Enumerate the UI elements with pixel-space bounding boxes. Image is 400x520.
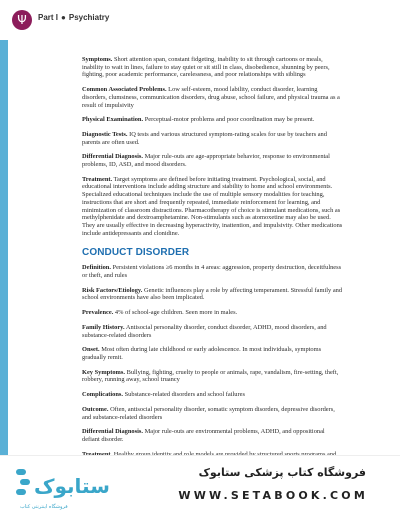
adhd-common-problems: Common Associated Problems. Low self-esteem, mood lability, conduct disorder, learning disorders, clumsiness, communication disorders, drug abuse, school failure, and physical trauma as a result of impulsivity <box>82 86 340 109</box>
adhd-treatment: Treatment. Target symptoms are defined before initiating treatment. Psychological, social, and educational interventions include adding structure and stability to home and school environments. Specialized educational techniques include the use of multiple sensory modalities for teaching, instructions that are short and frequently repeated, immediate reinforcement for learning, and minimization of classroom distractions. Pharmacotherapy of choice is stimulant medications, such as methylphenidate and dextroamphetamine. Non-stimulants such as atomoxetine may also be used. They are usually effective in decreasing hyperactivity, inattention, and impulsivity. Other medications include antidepressants and clonidine. <box>82 175 343 237</box>
store-url[interactable]: WWW.SETABOOK.COM <box>178 489 368 502</box>
watermark-footer <box>0 455 400 520</box>
conduct-disorder-heading: CONDUCT DISORDER <box>82 247 190 259</box>
logo-subtitle: فروشگاه اینترنتی کتاب <box>20 504 68 510</box>
psi-icon: Ψ <box>12 10 32 30</box>
cd-differential: Differential Diagnosis. Major rule-outs are environmental problems, ADHD, and oppositional defiant disorder. <box>82 428 325 443</box>
page-body <box>82 56 344 481</box>
store-title: فروشگاه کتاب پزشکی ستابوک <box>198 466 366 479</box>
cd-family-history: Family History. Antisocial personality disorder, conduct disorder, ADHD, mood disorders, and substance-related disorders <box>82 323 327 339</box>
adhd-symptoms: Symptoms. Short attention span, constant fidgeting, inability to sit through cartoons or meals, inability to wait in lines, failure to stay quiet or sit still in class, disobedience, shunning by peers, fighting, poor academic performance, carelessness, and poor relationships with siblings <box>82 56 330 79</box>
section-label: Psychiatry <box>68 13 110 22</box>
adhd-diagnostic-tests: Diagnostic Tests. IQ tests and various structured symptom-rating scales for use by teachers and parents are often used. <box>82 130 327 146</box>
cd-key-symptoms: Key Symptoms. Bullying, fighting, cruelty to people or animals, rape, vandalism, fire-setting, theft, robbery, running away, school truancy <box>82 368 339 384</box>
cd-definition: Definition. Persistent violations ≥6 months in 4 areas: aggression, property destruction, deceitfulness or theft, and rules <box>82 264 342 280</box>
part-label: Part I <box>38 13 59 22</box>
running-head <box>38 13 109 22</box>
cd-complications: Complications. Substance-related disorders and school failures <box>82 391 245 399</box>
cd-onset: Onset. Most often during late childhood or early adolescence. In most individuals, symptoms gradually remit. <box>82 346 322 361</box>
adhd-physical-exam: Physical Examination. Perceptual-motor problems and poor coordination may be present. <box>82 116 315 124</box>
cd-prevalence: Prevalence. 4% of school-age children. Seen more in males. <box>82 309 238 317</box>
bullet-icon: ● <box>61 13 66 22</box>
adhd-differential: Differential Diagnosis. Major rule-outs are age-appropriate behavior, response to environmental problems, ID, ASD, and mood disorders. <box>82 153 330 169</box>
cd-risk-factors: Risk Factors/Etiology. Genetic influences play a role by affecting temperament. Stressful family and school environments have also been implicated. <box>82 286 343 302</box>
sidebar-color-bar <box>0 40 8 455</box>
page-header <box>0 0 400 40</box>
cd-outcome: Outcome. Often, antisocial personality disorder, somatic symptom disorders, depressive disorders, and substance-related disorders <box>82 405 335 421</box>
logo-wordmark: ستابوک <box>34 474 110 498</box>
setabook-logo <box>14 463 110 509</box>
